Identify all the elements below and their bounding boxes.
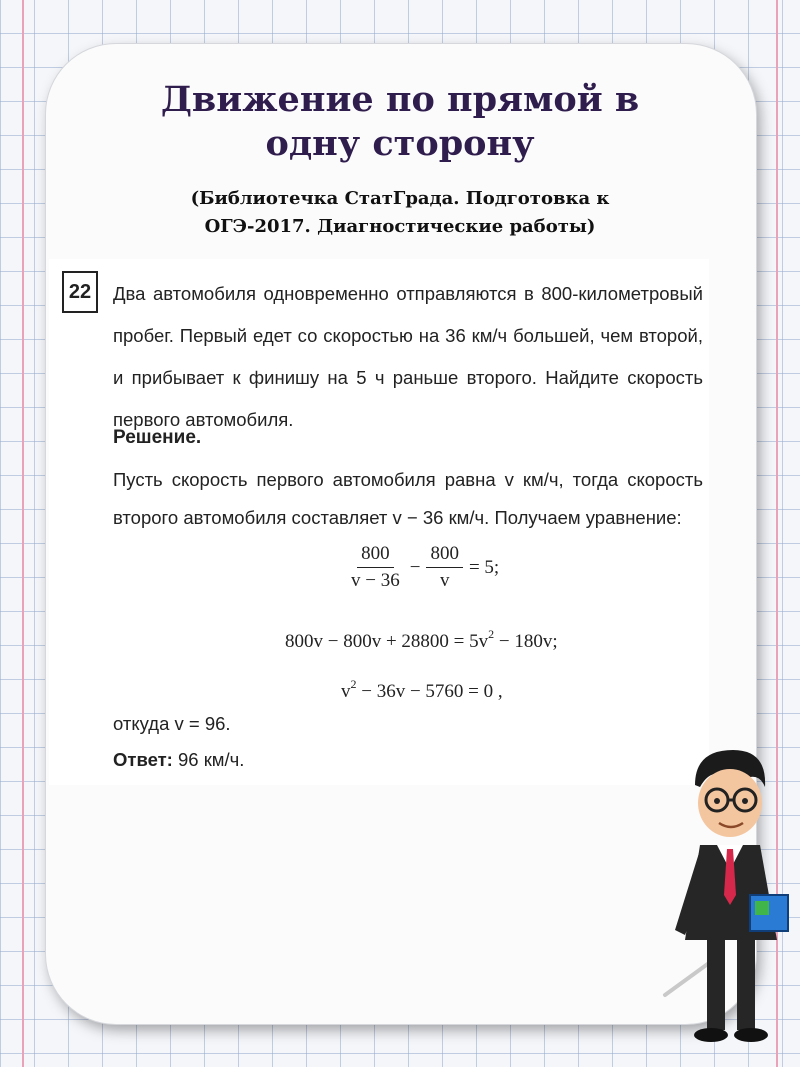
answer [113,749,244,771]
solution-heading: Решение. [113,427,202,448]
eq3-right: − 36v − 5760 = 0 , [356,681,503,702]
eq2-exponent: 2 [488,627,495,641]
equation-quadratic [341,677,503,703]
teacher-figure [675,750,788,1042]
shoe-right [734,1028,768,1042]
equation-expanded [285,627,558,653]
margin-line-left [22,0,24,1067]
subtitle-line-1: (Библиотечка СтатГрада. Подготовка к [190,188,610,209]
fraction-1-numerator: 800 [357,543,394,568]
fraction-2-denominator: v [439,570,450,591]
fraction-2 [426,543,463,592]
minus-sign: − [409,556,421,578]
eq2-right: − 180v; [494,631,558,652]
answer-value: 96 км/ч. [172,749,245,770]
eq3-left: v [341,681,351,702]
answer-label: Ответ: [113,749,173,770]
title-line-1: Движение по прямой в [160,79,640,120]
fraction-1 [347,543,404,592]
problem-text: Два автомобиля одновременно отправляются в 800-километровый пробег. Первый едет со скоростью на 36 км/ч большей, чем второй, и прибывает к финишу на 5 ч раньше второго. Найдите скорость первого автомобиля. [113,283,703,430]
task-number: 22 [62,271,98,313]
fraction-2-numerator: 800 [426,543,463,568]
slide-subtitle [110,185,690,241]
teacher-illustration [655,745,800,1055]
leg-right [737,940,755,1030]
leg-left [707,940,725,1030]
title-line-2: одну сторону [265,123,535,164]
slide-title [80,78,720,166]
book-cover-mark [755,901,769,915]
equation-fractions [344,543,502,592]
subtitle-line-2: ОГЭ-2017. Диагностические работы) [204,216,596,237]
task-scan [49,259,709,785]
solution-intro: Пусть скорость первого автомобиля равна v км/ч, тогда скорость второго автомобиля составляет v − 36 км/ч. Получаем уравнение: [113,469,703,528]
eq2-left: 800v − 800v + 28800 = 5v [285,631,489,652]
root-result: откуда v = 96. [113,713,231,734]
eye-left [714,798,720,804]
eye-right [742,798,748,804]
eq3-exponent: 2 [350,677,357,691]
equation-rhs: = 5; [468,556,500,578]
fraction-1-denominator: v − 36 [351,570,400,591]
shoe-left [694,1028,728,1042]
